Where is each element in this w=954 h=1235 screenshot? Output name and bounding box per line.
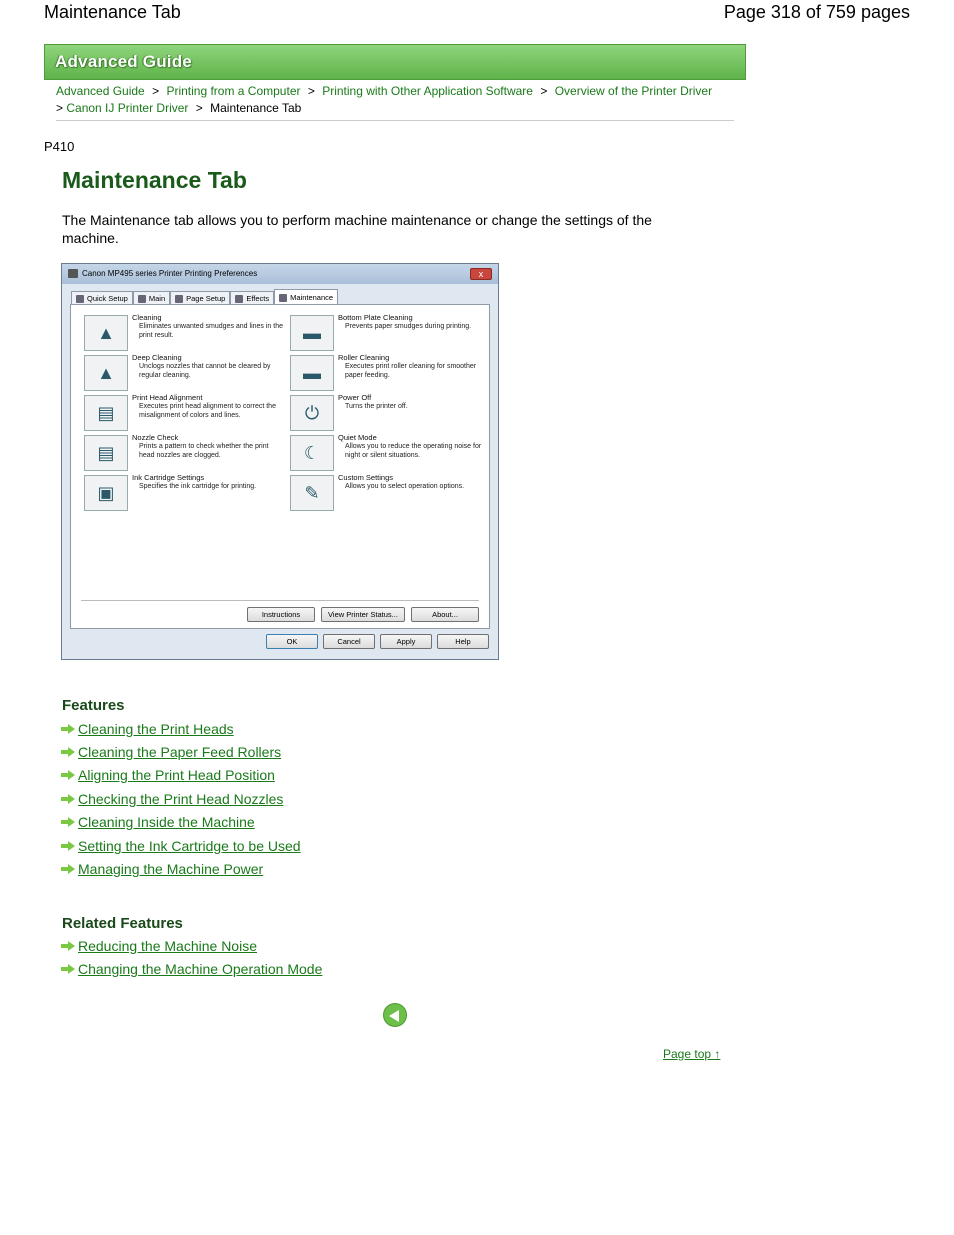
arrow-right-icon bbox=[61, 747, 75, 757]
breadcrumb-link-overview-printer-driver[interactable]: Overview of the Printer Driver bbox=[554, 84, 713, 98]
bottom-plate-cleaning-icon: ▬ bbox=[290, 315, 334, 351]
breadcrumb bbox=[56, 83, 746, 117]
breadcrumb-separator: > bbox=[56, 101, 64, 115]
features-heading: Features bbox=[62, 697, 125, 714]
custom-settings-icon: ✎ bbox=[290, 475, 334, 511]
tab-maintenance[interactable]: Maintenance bbox=[274, 289, 338, 305]
feature-link-ink-cartridge[interactable]: Setting the Ink Cartridge to be Used bbox=[61, 838, 301, 854]
breadcrumb-link-advanced-guide[interactable]: Advanced Guide bbox=[56, 84, 145, 98]
feature-link-cleaning-paper-feed-rollers[interactable]: Cleaning the Paper Feed Rollers bbox=[61, 744, 281, 760]
running-header-page-count: Page 318 of 759 pages bbox=[723, 2, 910, 22]
dialog-title: Canon MP495 series Printer Printing Preferences bbox=[82, 269, 258, 278]
breadcrumb-separator: > bbox=[307, 84, 315, 98]
arrow-right-icon bbox=[61, 724, 75, 734]
ink-cartridge-icon: ▣ bbox=[84, 475, 128, 511]
function-print-head-alignment[interactable]: ▤ Print Head Alignment Executes print head alignment to correct the misalignment of colors and lines. bbox=[84, 395, 284, 433]
help-button[interactable]: Help bbox=[437, 634, 489, 649]
apply-button[interactable]: Apply bbox=[380, 634, 432, 649]
dialog-tabs bbox=[71, 289, 338, 304]
roller-cleaning-icon: ▬ bbox=[290, 355, 334, 391]
feature-link-cleaning-inside[interactable]: Cleaning Inside the Machine bbox=[61, 814, 255, 830]
function-bottom-plate-cleaning[interactable]: ▬ Bottom Plate Cleaning Prevents paper smudges during printing. bbox=[290, 315, 490, 353]
related-link-machine-noise[interactable]: Reducing the Machine Noise bbox=[61, 938, 257, 954]
power-off-icon: ⏻ bbox=[290, 395, 334, 431]
tab-effects[interactable]: Effects bbox=[230, 291, 274, 305]
running-header-title: Maintenance Tab bbox=[44, 2, 181, 22]
function-custom-settings[interactable]: ✎ Custom Settings Allows you to select operation options. bbox=[290, 475, 490, 513]
about-button[interactable]: About... bbox=[411, 607, 479, 622]
breadcrumb-separator: > bbox=[152, 84, 160, 98]
cleaning-icon: ▲ bbox=[84, 315, 128, 351]
maintenance-panel bbox=[70, 304, 490, 629]
intro-paragraph: The Maintenance tab allows you to perform machine maintenance or change the settings of the machine. bbox=[62, 212, 652, 246]
print-head-alignment-icon: ▤ bbox=[84, 395, 128, 431]
breadcrumb-link-other-application-software[interactable]: Printing with Other Application Software bbox=[322, 84, 533, 98]
back-arrow-icon[interactable] bbox=[383, 1003, 407, 1027]
page-setup-icon bbox=[175, 295, 183, 303]
breadcrumb-divider bbox=[56, 120, 734, 121]
arrow-up-icon: ↑ bbox=[714, 1047, 721, 1061]
function-roller-cleaning[interactable]: ▬ Roller Cleaning Executes print roller cleaning for smoother paper feeding. bbox=[290, 355, 490, 393]
feature-link-machine-power[interactable]: Managing the Machine Power bbox=[61, 861, 263, 877]
function-cleaning[interactable]: ▲ Cleaning Eliminates unwanted smudges and lines in the print result. bbox=[84, 315, 284, 353]
quick-setup-icon bbox=[76, 295, 84, 303]
page-top-link[interactable]: Page top ↑ bbox=[663, 1047, 721, 1061]
arrow-right-icon bbox=[61, 770, 75, 780]
nozzle-check-icon: ▤ bbox=[84, 435, 128, 471]
function-power-off[interactable]: ⏻ Power Off Turns the printer off. bbox=[290, 395, 490, 433]
related-link-operation-mode[interactable]: Changing the Machine Operation Mode bbox=[61, 961, 322, 977]
breadcrumb-link-printing-from-computer[interactable]: Printing from a Computer bbox=[166, 84, 301, 98]
feature-link-cleaning-print-heads[interactable]: Cleaning the Print Heads bbox=[61, 721, 234, 737]
breadcrumb-link-canon-ij-printer-driver[interactable]: Canon IJ Printer Driver bbox=[66, 101, 189, 115]
tab-main[interactable]: Main bbox=[133, 291, 170, 305]
feature-link-checking-nozzles[interactable]: Checking the Print Head Nozzles bbox=[61, 791, 283, 807]
advanced-guide-banner bbox=[44, 44, 746, 80]
function-nozzle-check[interactable]: ▤ Nozzle Check Prints a pattern to check whether the print head nozzles are clogged. bbox=[84, 435, 284, 473]
arrow-right-icon bbox=[61, 964, 75, 974]
arrow-right-icon bbox=[61, 864, 75, 874]
page-title: Maintenance Tab bbox=[62, 167, 247, 193]
printer-icon bbox=[68, 269, 78, 278]
breadcrumb-separator: > bbox=[195, 101, 203, 115]
maintenance-icon bbox=[279, 294, 287, 302]
dialog-title-bar bbox=[62, 264, 498, 284]
main-icon bbox=[138, 295, 146, 303]
breadcrumb-current: Maintenance Tab bbox=[210, 101, 302, 115]
instructions-button[interactable]: Instructions bbox=[247, 607, 315, 622]
breadcrumb-separator: > bbox=[540, 84, 548, 98]
related-features-heading: Related Features bbox=[62, 915, 183, 932]
cancel-button[interactable]: Cancel bbox=[323, 634, 375, 649]
ok-button[interactable]: OK bbox=[266, 634, 318, 649]
banner-label: Advanced Guide bbox=[55, 52, 192, 71]
effects-icon bbox=[235, 295, 243, 303]
arrow-right-icon bbox=[61, 817, 75, 827]
view-printer-status-button[interactable]: View Printer Status... bbox=[321, 607, 405, 622]
tab-quick-setup[interactable]: Quick Setup bbox=[71, 291, 133, 305]
tab-page-setup[interactable]: Page Setup bbox=[170, 291, 230, 305]
function-deep-cleaning[interactable]: ▲ Deep Cleaning Unclogs nozzles that cannot be cleared by regular cleaning. bbox=[84, 355, 284, 393]
arrow-right-icon bbox=[61, 794, 75, 804]
deep-cleaning-icon: ▲ bbox=[84, 355, 128, 391]
close-icon[interactable]: x bbox=[470, 268, 492, 280]
feature-link-aligning-print-head[interactable]: Aligning the Print Head Position bbox=[61, 767, 275, 783]
model-label: P410 bbox=[44, 139, 75, 154]
panel-divider bbox=[81, 600, 479, 601]
quiet-mode-icon: ☾ bbox=[290, 435, 334, 471]
arrow-right-icon bbox=[61, 841, 75, 851]
function-ink-cartridge-settings[interactable]: ▣ Ink Cartridge Settings Specifies the ink cartridge for printing. bbox=[84, 475, 284, 513]
arrow-right-icon bbox=[61, 941, 75, 951]
printing-preferences-dialog bbox=[61, 263, 499, 660]
function-quiet-mode[interactable]: ☾ Quiet Mode Allows you to reduce the operating noise for night or silent situations. bbox=[290, 435, 490, 473]
